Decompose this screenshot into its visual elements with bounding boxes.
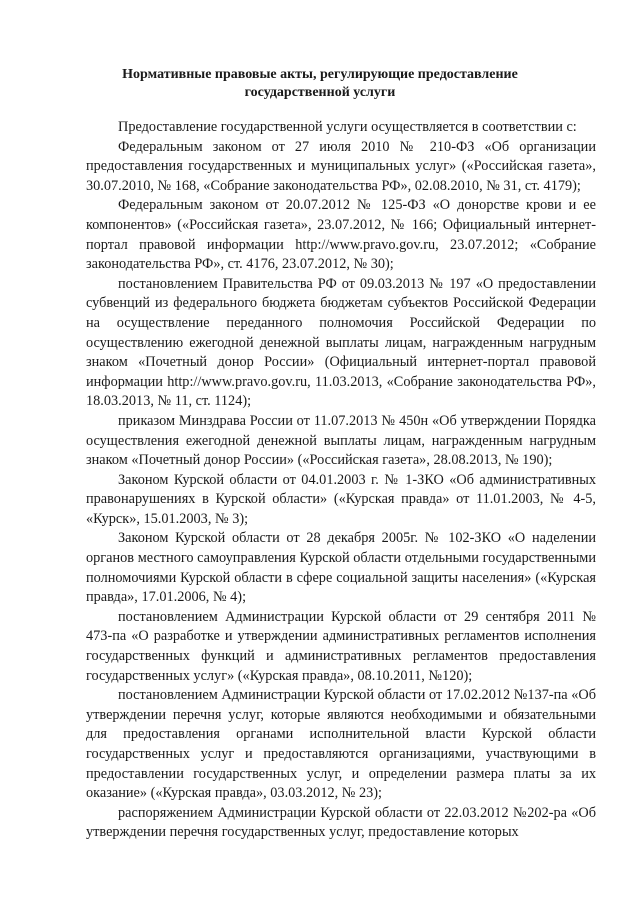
document-title-line-2: государственной услуги xyxy=(244,85,396,100)
paragraph-kursk-decree-137: постановлением Администрации Курской области от 17.02.2012 №137-па «Об утверждении перечня услуг, которые являются необходимыми и обязательными для предоставления органами исполнительной власти Курской области государственных услуг и предоставляются организациями, участвующими в предоставлении государственных услуг, и определении размера платы за их оказание» («Курская правда», 03.03.2012, № 23); xyxy=(86,687,596,802)
document-body xyxy=(86,118,596,843)
paragraph-kursk-law-102-zko: Законом Курской области от 28 декабря 2005г. № 102-ЗКО «О наделении органов местного самоуправления Курской области отдельными государственными полномочиями Курской области в сфере социальной защиты населения» («Курская правда», 17.01.2006, № 4); xyxy=(86,530,596,606)
paragraph-federal-law-125: Федеральным законом от 20.07.2012 № 125-ФЗ «О донорстве крови и ее компонентов» («Российская газета», 23.07.2012, № 166; Официальный интернет-портал правовой информации http://www.pravo.gov.ru, 23.07.2012; «Собрание законодательства РФ», ст. 4176, 23.07.2012, № 30); xyxy=(86,197,596,273)
paragraph-kursk-law-1-zko: Законом Курской области от 04.01.2003 г. № 1-ЗКО «Об административных правонарушениях в Курской области» («Курская правда» от 11.01.2003, № 4-5, «Курск», 15.01.2003, № 3); xyxy=(86,471,596,527)
paragraph-kursk-order-202: распоряжением Администрации Курской области от 22.03.2012 №202-ра «Об утверждении перечня государственных услуг, предоставление которых xyxy=(86,804,596,841)
paragraph-kursk-decree-473: постановлением Администрации Курской области от 29 сентября 2011 № 473-па «О разработке и утверждении административных регламентов исполнения государственных функций и административных регламентов предоставления государственных услуг» («Курская правда», 08.10.2011, №120); xyxy=(86,608,596,684)
document-title xyxy=(90,66,550,102)
paragraph-federal-law-210: Федеральным законом от 27 июля 2010 № 210-ФЗ «Об организации предоставления государственных и муниципальных услуг» («Российская газета», 30.07.2010, № 168, «Собрание законодательства РФ», 02.08.2010, № 31, ст. 4179); xyxy=(86,138,596,194)
paragraph-government-decree-197: постановлением Правительства РФ от 09.03.2013 № 197 «О предоставлении субвенций из федерального бюджета бюджетам субъектов Российской Федерации на осуществление переданного полномочия Российской Федерации по осуществлению ежегодной денежной выплаты лицам, награжденным нагрудным знаком «Почетный донор России» (Официальный интернет-портал правовой информации http://www.pravo.gov.ru, 11.03.2013, «Собрание законодательства РФ», 18.03.2013, № 11, ст. 1124); xyxy=(86,275,596,410)
document-title-line-1: Нормативные правовые акты, регулирующие предоставление xyxy=(122,67,518,82)
paragraph-order-450n: приказом Минздрава России от 11.07.2013 № 450н «Об утверждении Порядка осуществления ежегодной денежной выплаты лицам, награжденным нагрудным знаком «Почетный донор России» («Российская газета», 28.08.2013, № 190); xyxy=(86,412,596,469)
paragraph-intro: Предоставление государственной услуги осуществляется в соответствии с: xyxy=(118,119,577,135)
